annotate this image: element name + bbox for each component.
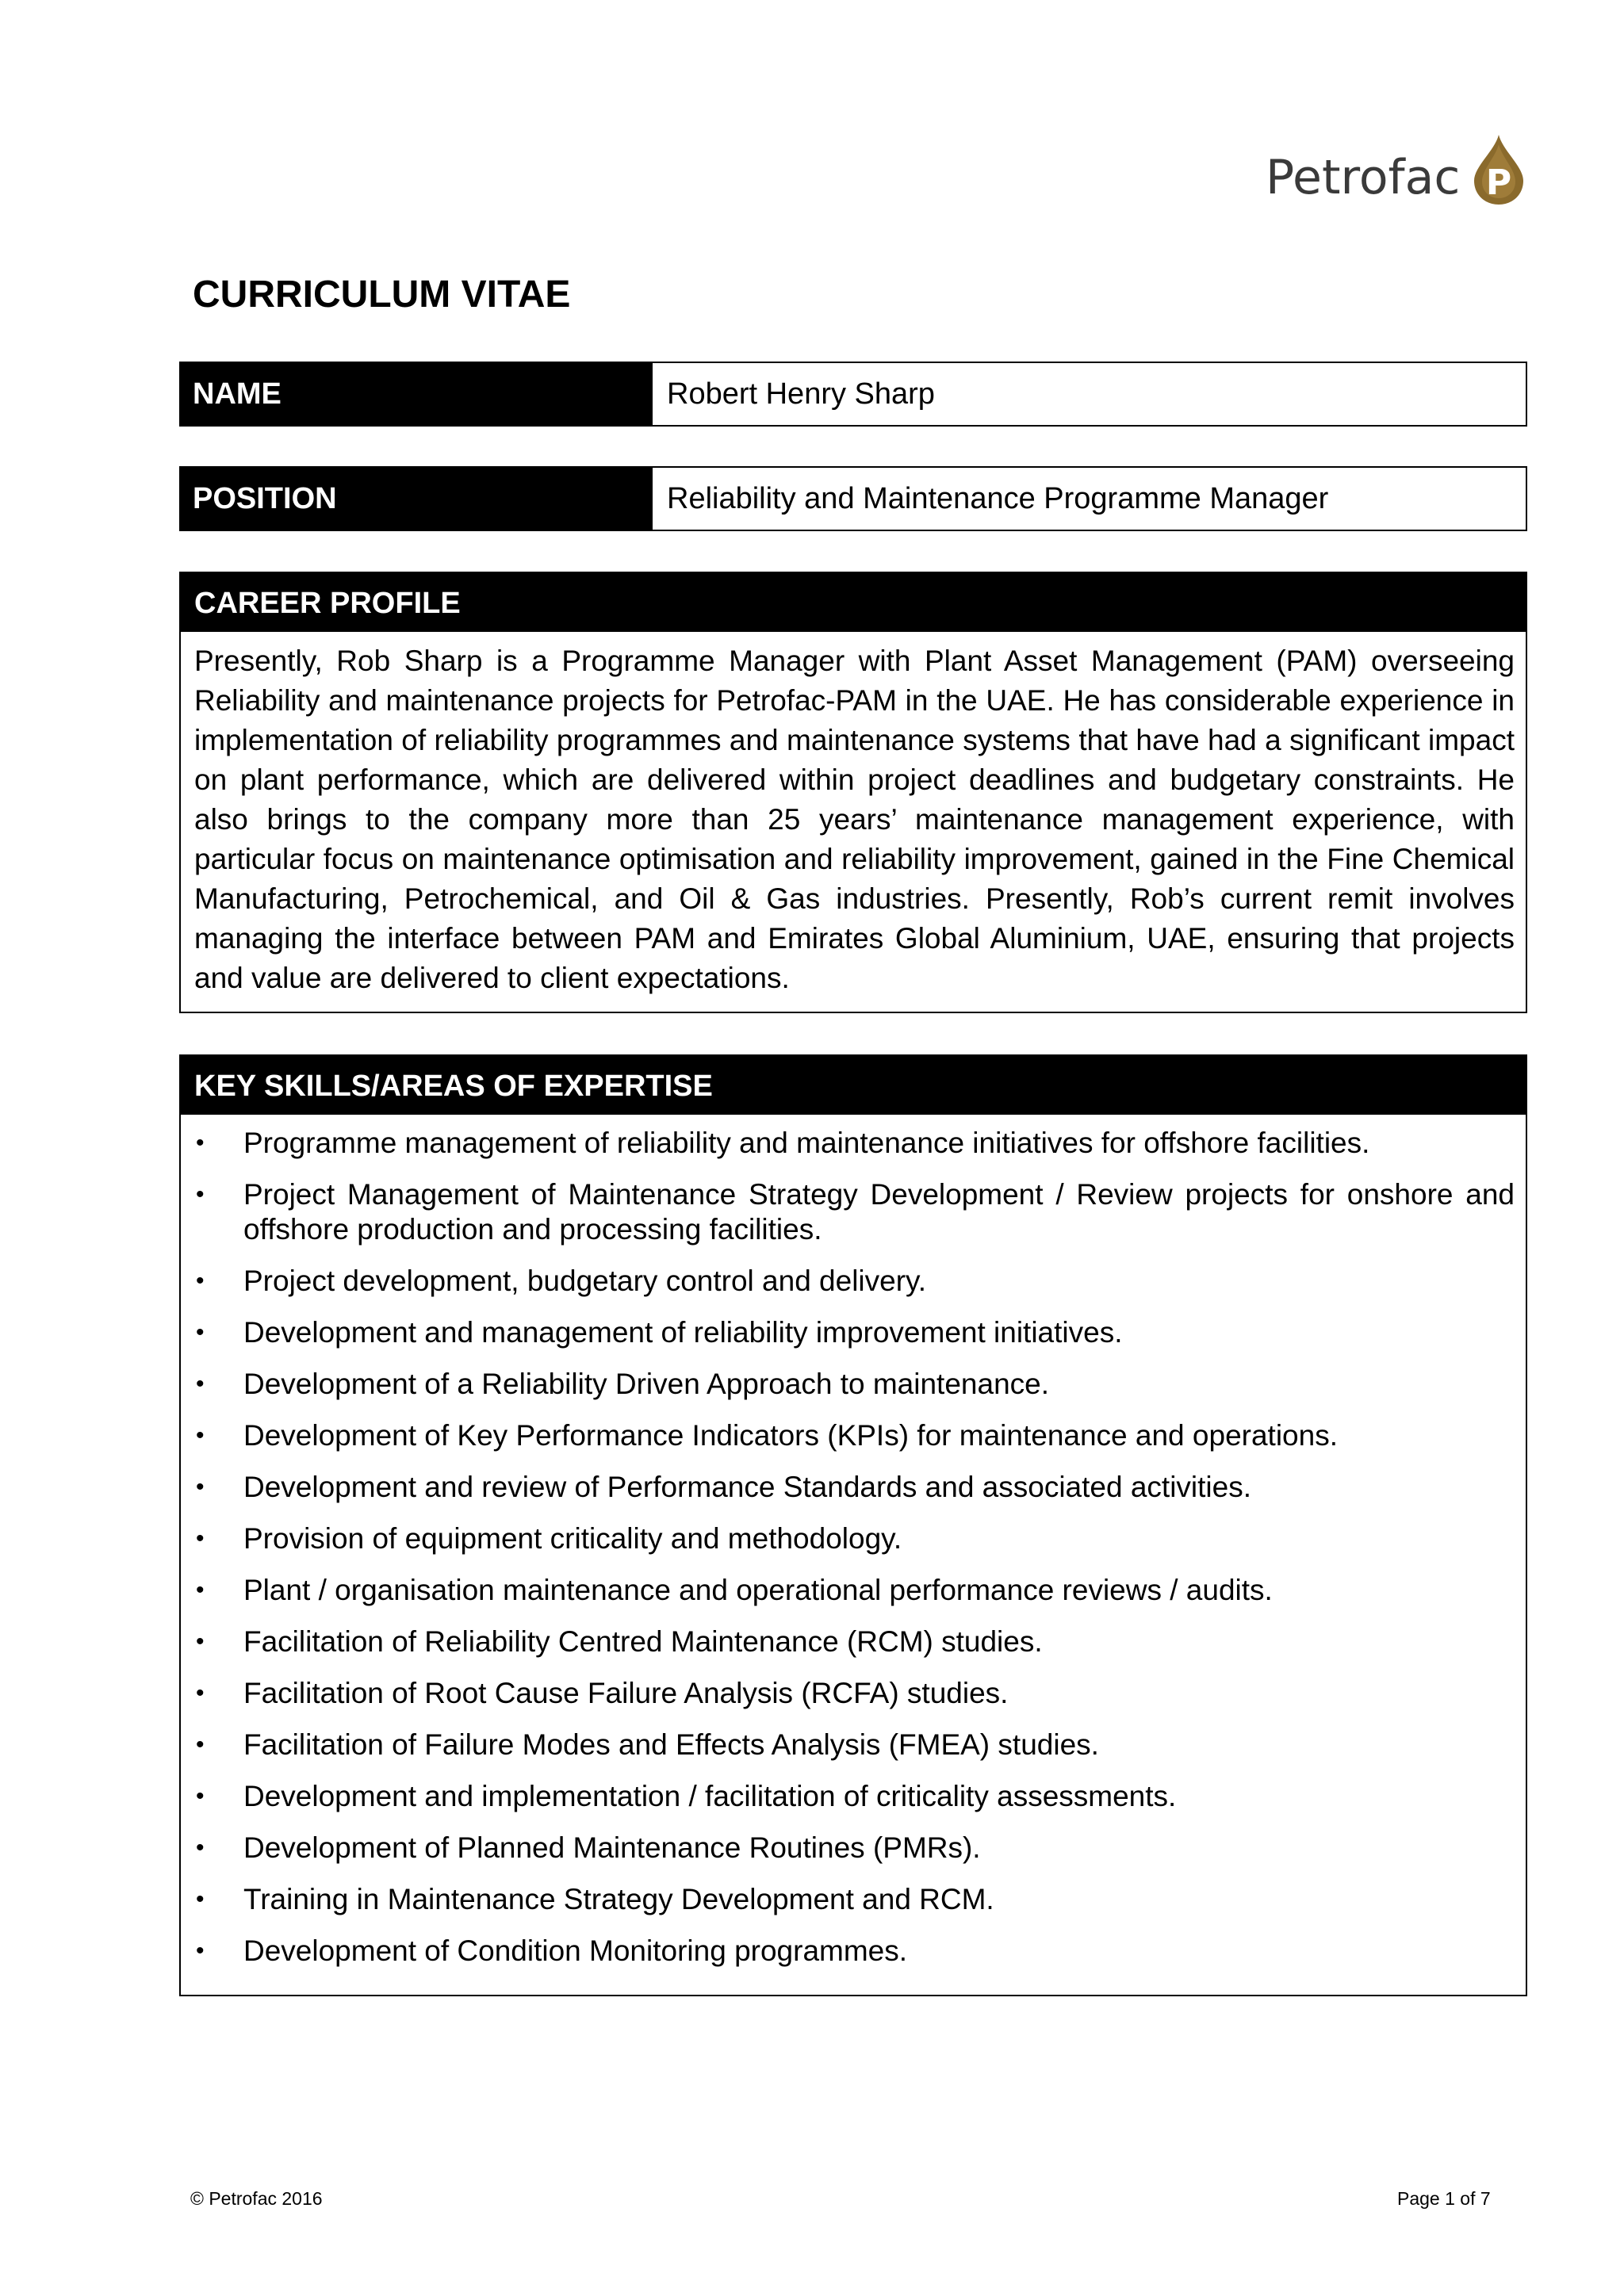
bullet-icon: • (196, 1680, 205, 1706)
list-item (194, 1264, 1515, 1299)
list-item (194, 1624, 1515, 1659)
bullet-icon: • (196, 1783, 205, 1809)
bullet-icon: • (196, 1525, 205, 1552)
list-item-text: Development and management of reliability improvement initiatives. (243, 1316, 1123, 1349)
list-item-text: Plant / organisation maintenance and operational performance reviews / audits. (243, 1574, 1273, 1606)
key-skills-list (181, 1115, 1526, 1986)
key-skills-heading: KEY SKILLS/AREAS OF EXPERTISE (181, 1056, 1526, 1115)
list-item-text: Development of Key Performance Indicators (KPIs) for maintenance and operations. (243, 1419, 1338, 1452)
list-item (194, 1831, 1515, 1866)
list-item (194, 1315, 1515, 1350)
position-value: Reliability and Maintenance Programme Manager (653, 466, 1527, 531)
list-item-text: Provision of equipment criticality and methodology. (243, 1522, 902, 1555)
career-profile-heading: CAREER PROFILE (181, 573, 1526, 632)
list-item-text: Development of a Reliability Driven Approach to maintenance. (243, 1368, 1050, 1400)
company-logo (1266, 144, 1526, 210)
list-item (194, 1728, 1515, 1762)
bullet-icon: • (196, 1319, 205, 1345)
list-item-text: Development and implementation / facilitation of criticality assessments. (243, 1780, 1177, 1812)
bullet-icon: • (196, 1628, 205, 1655)
document-title: CURRICULUM VITAE (193, 274, 571, 316)
list-item (194, 1521, 1515, 1556)
list-item (194, 1126, 1515, 1161)
bullet-icon: • (196, 1835, 205, 1861)
position-row (179, 466, 1527, 531)
bullet-icon: • (196, 1938, 205, 1964)
list-item-text: Programme management of reliability and maintenance initiatives for offshore facilities. (243, 1127, 1370, 1159)
career-profile-text: Presently, Rob Sharp is a Programme Manager with Plant Asset Management (PAM) overseeing Reliability and maintenance projects for Petrofac-PAM in the UAE. He has considerable experience in implementation of reliability programmes and maintenance systems that have had a significant impact on plant performance, which are delivered within project deadlines and budgetary constraints. He also brings to the company more than 25 years’ maintenance management experience, with particular focus on maintenance optimisation and reliability improvement, gained in the Fine Chemical Manufacturing, Petrochemical, and Oil & Gas industries. Presently, Rob’s current remit involves managing the interface between PAM and Emirates Global Aluminium, UAE, ensuring that projects and value are delivered to client expectations. (194, 645, 1515, 994)
list-item (194, 1367, 1515, 1402)
bullet-icon: • (196, 1422, 205, 1448)
list-item (194, 1177, 1515, 1247)
list-item-text: Facilitation of Root Cause Failure Analysis (RCFA) studies. (243, 1677, 1009, 1709)
list-item (194, 1882, 1515, 1917)
list-item-text: Development of Planned Maintenance Routines (PMRs). (243, 1831, 981, 1864)
career-profile-section (179, 572, 1527, 1013)
bullet-icon: • (196, 1732, 205, 1758)
name-label: NAME (179, 362, 653, 427)
bullet-icon: • (196, 1130, 205, 1156)
list-item-text: Training in Maintenance Strategy Development and RCM. (243, 1883, 994, 1915)
bullet-icon: • (196, 1181, 205, 1207)
list-item (194, 1934, 1515, 1969)
list-item-text: Development of Condition Monitoring programmes. (243, 1934, 908, 1967)
name-value: Robert Henry Sharp (653, 362, 1527, 427)
bullet-icon: • (196, 1268, 205, 1294)
list-item-text: Project Management of Maintenance Strategy Development / Review projects for onshore and offshore production and processing facilities. (243, 1178, 1515, 1246)
list-item-text: Facilitation of Reliability Centred Maintenance (RCM) studies. (243, 1625, 1043, 1658)
key-skills-section (179, 1054, 1527, 1996)
list-item-text: Project development, budgetary control and delivery. (243, 1265, 927, 1297)
position-label: POSITION (179, 466, 653, 531)
list-item (194, 1418, 1515, 1453)
footer-page-number: Page 1 of 7 (1397, 2188, 1491, 2209)
list-item (194, 1573, 1515, 1608)
list-item (194, 1779, 1515, 1814)
list-item-text: Development and review of Performance Standards and associated activities. (243, 1471, 1252, 1503)
list-item (194, 1470, 1515, 1505)
bullet-icon: • (196, 1577, 205, 1603)
bullet-icon: • (196, 1474, 205, 1500)
list-item (194, 1676, 1515, 1711)
list-item-text: Facilitation of Failure Modes and Effects Analysis (FMEA) studies. (243, 1728, 1099, 1761)
logo-wordmark: Petrofac (1266, 149, 1461, 205)
footer-copyright: © Petrofac 2016 (190, 2188, 323, 2209)
name-row (179, 362, 1527, 427)
petrofac-drop-icon (1471, 133, 1526, 210)
logo-mark-letter: P (1486, 163, 1512, 203)
bullet-icon: • (196, 1886, 205, 1912)
bullet-icon: • (196, 1371, 205, 1397)
